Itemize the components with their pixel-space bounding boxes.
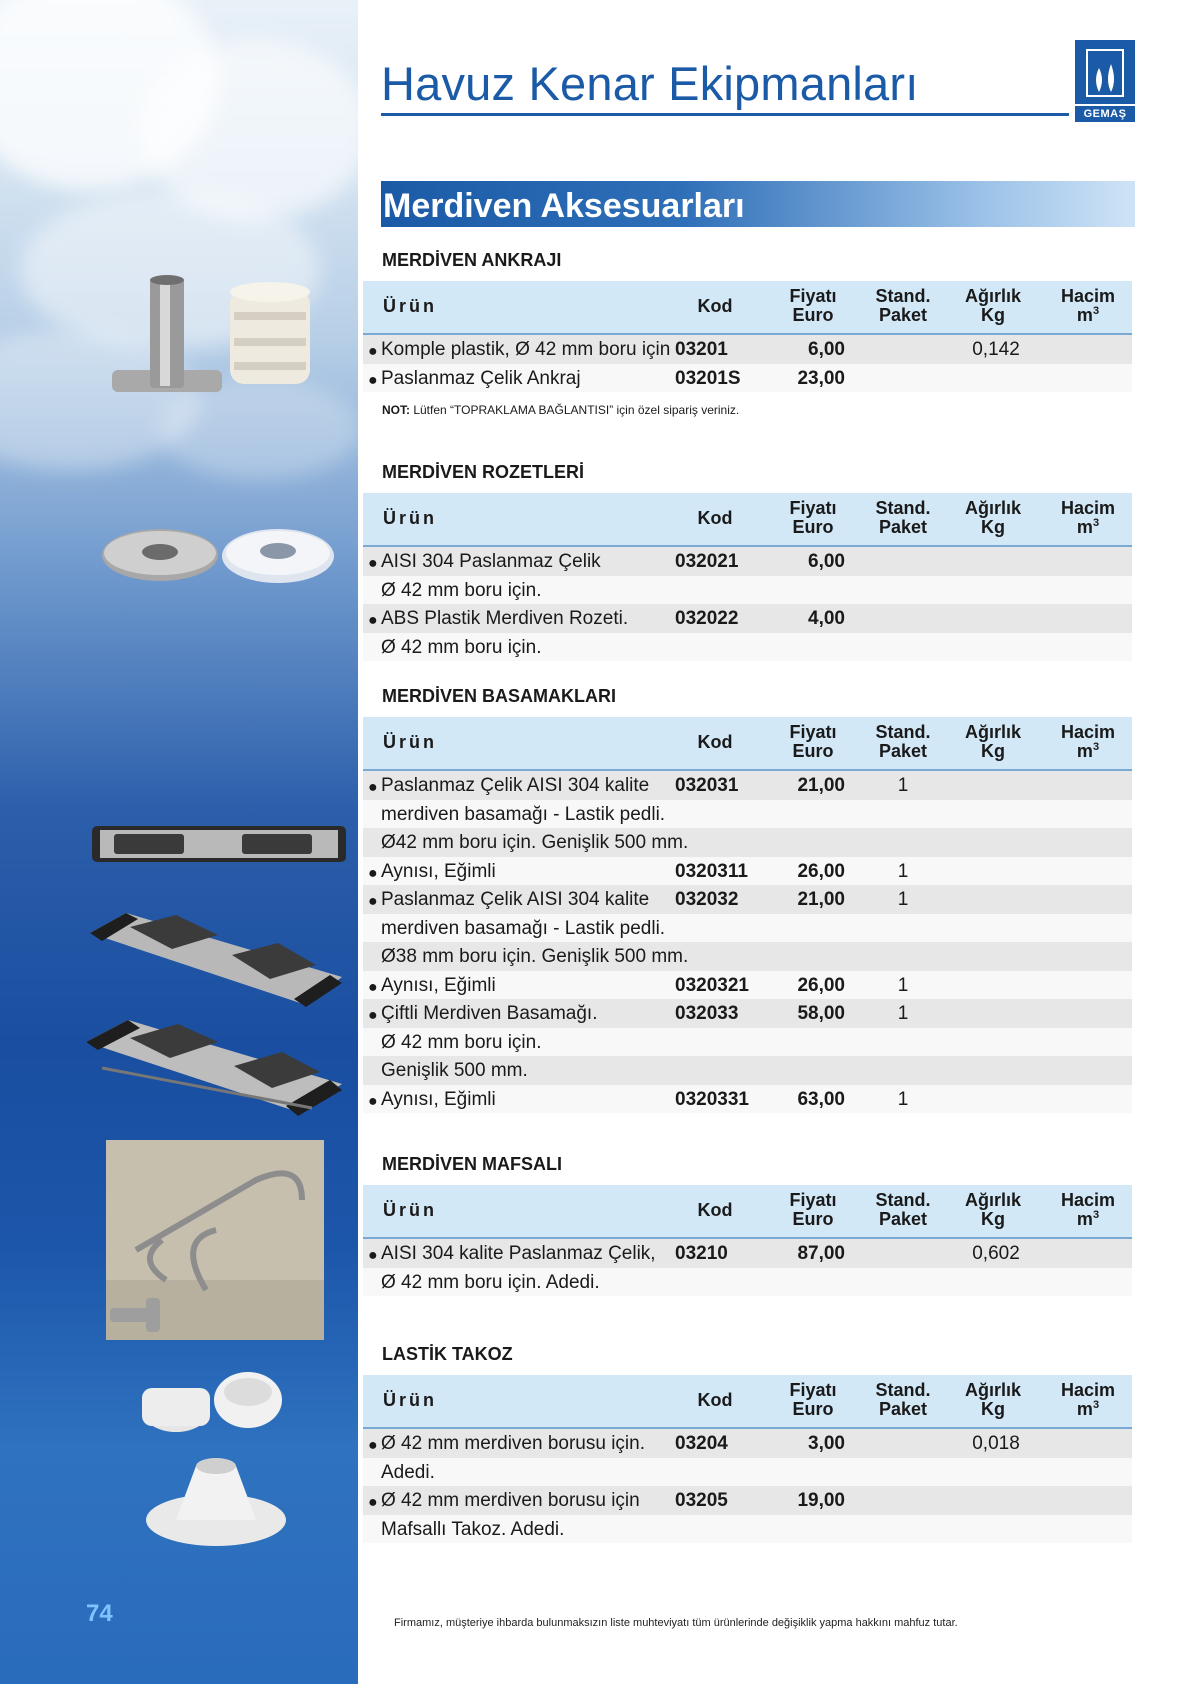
table-row xyxy=(363,604,1132,633)
column-header-agirlik xyxy=(953,1191,1033,1229)
basamak-photo-2 xyxy=(86,905,346,1015)
product-name: merdiven basamağı - Lastik pedli. xyxy=(381,917,666,939)
logo-mark xyxy=(1075,40,1135,104)
product-name: Adedi. xyxy=(381,1461,435,1483)
column-header-kod: Kod xyxy=(697,732,733,752)
table-row xyxy=(363,771,1132,800)
table-row xyxy=(363,971,1132,1000)
column-header-agirlik xyxy=(953,1381,1033,1419)
column-header-hacim-line1: Hacim xyxy=(1060,498,1116,518)
column-header-hacim-line1: Hacim xyxy=(1060,1190,1116,1210)
bullet-icon: ● xyxy=(368,371,378,389)
column-header-hacim xyxy=(1043,723,1133,761)
column-header-fiyat xyxy=(773,723,853,761)
column-header-hacim-line1: Hacim xyxy=(1060,286,1116,306)
product-code: 032032 xyxy=(675,889,739,910)
column-header-hacim-superscript: 3 xyxy=(1092,741,1100,753)
column-header-hacim-line2 xyxy=(1043,306,1133,325)
table-row xyxy=(363,857,1132,886)
column-header-hacim-line2-text: m xyxy=(1076,517,1093,537)
product-code: 032022 xyxy=(675,608,739,629)
column-header-hacim-line2 xyxy=(1043,1210,1133,1229)
column-header-fiyat-line2 xyxy=(773,742,853,761)
footer-note: Firmamız, müşteriye ihbarda bulunmaksızın liste muhteviyatı tüm ürünlerinde değişiklik yapma hakkını mahfuz tutar. xyxy=(394,1617,958,1629)
column-header-stand xyxy=(863,723,943,761)
table-row xyxy=(363,1458,1132,1487)
section-subtitle: LASTİK TAKOZ xyxy=(382,1344,513,1364)
column-header-stand-line1: Stand. xyxy=(875,1190,931,1210)
column-header-agirlik-line2 xyxy=(953,518,1033,537)
takoz-photo xyxy=(136,1370,296,1550)
column-header-fiyat-line1: Fiyatı xyxy=(789,1190,837,1210)
product-price: 21,00 xyxy=(797,889,845,910)
product-std-pack: 1 xyxy=(897,1088,909,1110)
bullet-icon: ● xyxy=(368,779,378,796)
product-name: Ø 42 mm boru için. Adedi. xyxy=(381,1271,600,1293)
product-name: Ø42 mm boru için. Genişlik 500 mm. xyxy=(381,832,689,853)
product-code: 032021 xyxy=(675,551,739,572)
column-header-stand-line1: Stand. xyxy=(875,286,931,306)
column-header-fiyat-line2 xyxy=(773,518,853,537)
column-header-stand-line1: Stand. xyxy=(875,722,931,742)
column-header-urun: Ürün xyxy=(383,296,437,316)
column-header-fiyat-line2 xyxy=(773,306,853,325)
column-header-stand xyxy=(863,499,943,537)
column-header-agirlik-line1: Ağırlık xyxy=(964,286,1021,306)
column-header-hacim-superscript: 3 xyxy=(1092,1209,1100,1221)
column-header-stand-line1: Stand. xyxy=(875,1380,931,1400)
bullet-icon: ● xyxy=(368,1007,378,1024)
column-header-urun: Ürün xyxy=(383,1200,437,1220)
product-name: Ø 42 mm boru için. xyxy=(381,636,542,658)
column-header-fiyat-line1: Fiyatı xyxy=(789,1380,837,1400)
product-price: 6,00 xyxy=(808,551,845,572)
product-std-pack: 1 xyxy=(897,775,909,796)
column-header-hacim-superscript: 3 xyxy=(1092,305,1100,317)
column-header-urun: Ürün xyxy=(383,508,437,528)
column-header-fiyat-line2 xyxy=(773,1400,853,1419)
table-row xyxy=(363,885,1132,914)
column-header-kod: Kod xyxy=(697,1200,733,1220)
product-name: Ø 42 mm boru için. xyxy=(381,579,542,601)
table-row xyxy=(363,1515,1132,1544)
table-header xyxy=(363,281,1132,335)
product-name: Mafsallı Takoz. Adedi. xyxy=(381,1518,565,1540)
column-header-fiyat xyxy=(773,1191,853,1229)
product-code: 03201 xyxy=(675,339,728,360)
bullet-icon: ● xyxy=(368,978,378,996)
column-header-agirlik-line2 xyxy=(953,1400,1033,1419)
product-name: Paslanmaz Çelik AISI 304 kalite xyxy=(381,889,650,910)
column-header-agirlik-line2-text: Kg xyxy=(981,1399,1005,1419)
table-row xyxy=(363,1056,1132,1085)
product-price: 4,00 xyxy=(808,608,845,629)
column-header-stand-line2-text: Paket xyxy=(878,741,928,761)
column-header-agirlik-line1: Ağırlık xyxy=(964,722,1021,742)
column-header-fiyat xyxy=(773,499,853,537)
product-code: 03204 xyxy=(675,1433,728,1454)
product-name: Genişlik 500 mm. xyxy=(381,1060,528,1081)
column-header-stand-line2-text: Paket xyxy=(878,305,928,325)
column-header-agirlik-line1: Ağırlık xyxy=(964,498,1021,518)
mafsal-photo xyxy=(106,1140,324,1340)
column-header-urun: Ürün xyxy=(383,1390,437,1410)
table-row xyxy=(363,576,1132,605)
table-header xyxy=(363,1185,1132,1239)
column-header-agirlik-line2 xyxy=(953,1210,1033,1229)
column-header-hacim-line2-text: m xyxy=(1076,741,1093,761)
product-std-pack: 1 xyxy=(897,974,909,996)
column-header-stand xyxy=(863,287,943,325)
column-header-kod: Kod xyxy=(697,1390,733,1410)
column-header-stand xyxy=(863,1381,943,1419)
column-header-stand-line2 xyxy=(863,1400,943,1419)
bullet-icon: ● xyxy=(368,1494,378,1511)
product-code: 03210 xyxy=(675,1243,728,1264)
gemas-logo xyxy=(1075,40,1135,122)
table-row xyxy=(363,942,1132,971)
product-code: 032031 xyxy=(675,775,739,796)
product-std-pack: 1 xyxy=(897,1003,909,1024)
table-row xyxy=(363,335,1132,364)
column-header-hacim-line1: Hacim xyxy=(1060,722,1116,742)
product-table xyxy=(363,1375,1132,1543)
table-row xyxy=(363,1239,1132,1268)
column-header-hacim-line2-text: m xyxy=(1076,305,1093,325)
product-name: Komple plastik, Ø 42 mm boru için xyxy=(381,339,671,360)
product-weight: 0,602 xyxy=(972,1243,1020,1264)
column-header-agirlik xyxy=(953,287,1033,325)
product-price: 23,00 xyxy=(797,367,845,389)
bullet-icon: ● xyxy=(368,1092,378,1110)
product-price: 63,00 xyxy=(797,1088,845,1110)
column-header-kod: Kod xyxy=(697,296,733,316)
column-header-fiyat-line1: Fiyatı xyxy=(789,722,837,742)
column-header-fiyat-line2-text: Euro xyxy=(792,305,834,325)
column-header-kod: Kod xyxy=(697,508,733,528)
column-header-fiyat xyxy=(773,287,853,325)
product-name: Aynısı, Eğimli xyxy=(381,974,496,996)
page-title: Havuz Kenar Ekipmanları xyxy=(381,57,919,110)
column-header-agirlik-line1: Ağırlık xyxy=(964,1380,1021,1400)
note-text: Lütfen “TOPRAKLAMA BAĞLANTISI” için özel sipariş veriniz. xyxy=(410,403,740,417)
column-header-hacim-line2-text: m xyxy=(1076,1209,1093,1229)
column-header-fiyat xyxy=(773,1381,853,1419)
product-code: 0320321 xyxy=(675,974,749,996)
column-header-hacim-line2 xyxy=(1043,518,1133,537)
product-price: 58,00 xyxy=(797,1003,845,1024)
product-code: 03201S xyxy=(675,367,741,389)
column-header-stand-line2-text: Paket xyxy=(878,1399,928,1419)
table-header xyxy=(363,1375,1132,1429)
product-name: Ø 42 mm boru için. xyxy=(381,1031,542,1053)
rozet-photo xyxy=(100,520,340,590)
table-row xyxy=(363,547,1132,576)
product-price: 26,00 xyxy=(797,860,845,882)
column-header-fiyat-line2-text: Euro xyxy=(792,741,834,761)
product-name: ABS Plastik Merdiven Rozeti. xyxy=(381,608,629,629)
column-header-hacim-superscript: 3 xyxy=(1092,517,1100,529)
table-row xyxy=(363,1268,1132,1297)
column-header-stand-line2 xyxy=(863,518,943,537)
column-header-hacim xyxy=(1043,499,1133,537)
product-std-pack: 1 xyxy=(897,860,909,882)
table-row xyxy=(363,1028,1132,1057)
section-title: Merdiven Aksesuarları xyxy=(383,187,745,225)
bullet-icon: ● xyxy=(368,864,378,882)
column-header-hacim-superscript: 3 xyxy=(1092,1399,1100,1411)
column-header-fiyat-line1: Fiyatı xyxy=(789,286,837,306)
product-table xyxy=(363,493,1132,661)
column-header-fiyat-line2-text: Euro xyxy=(792,517,834,537)
column-header-agirlik-line2-text: Kg xyxy=(981,1209,1005,1229)
column-header-hacim-line2 xyxy=(1043,742,1133,761)
basamak-photo-1 xyxy=(92,822,346,866)
product-price: 19,00 xyxy=(797,1490,845,1511)
product-table xyxy=(363,717,1132,1113)
product-price: 6,00 xyxy=(808,339,845,360)
product-name: Ø 42 mm merdiven borusu için. xyxy=(381,1433,645,1454)
column-header-stand xyxy=(863,1191,943,1229)
table-row xyxy=(363,364,1132,393)
product-code: 0320311 xyxy=(675,860,748,882)
ankraj-photo xyxy=(112,270,322,410)
product-table xyxy=(363,281,1132,392)
product-price: 87,00 xyxy=(797,1243,845,1264)
table-row xyxy=(363,1486,1132,1515)
section-subtitle: MERDİVEN MAFSALI xyxy=(382,1154,562,1174)
column-header-agirlik-line2 xyxy=(953,742,1033,761)
product-weight: 0,142 xyxy=(972,339,1020,360)
column-header-stand-line2-text: Paket xyxy=(878,1209,928,1229)
product-code: 0320331 xyxy=(675,1088,749,1110)
product-price: 26,00 xyxy=(797,974,845,996)
column-header-agirlik-line2 xyxy=(953,306,1033,325)
column-header-agirlik xyxy=(953,723,1033,761)
table-row xyxy=(363,914,1132,943)
table-row xyxy=(363,828,1132,857)
bullet-icon: ● xyxy=(368,1437,378,1454)
column-header-hacim xyxy=(1043,287,1133,325)
product-name: Ø38 mm boru için. Genişlik 500 mm. xyxy=(381,946,689,967)
product-table xyxy=(363,1185,1132,1296)
title-rule xyxy=(381,113,1069,116)
section-subtitle: MERDİVEN ANKRAJI xyxy=(382,250,562,270)
logo-wordmark: GEMAŞ xyxy=(1075,106,1135,122)
product-name: Paslanmaz Çelik AISI 304 kalite xyxy=(381,775,650,796)
table-row xyxy=(363,633,1132,662)
product-name: Aynısı, Eğimli xyxy=(381,1088,496,1110)
product-name: Paslanmaz Çelik Ankraj xyxy=(381,367,581,389)
product-name: AISI 304 Paslanmaz Çelik xyxy=(381,551,601,572)
column-header-fiyat-line2-text: Euro xyxy=(792,1399,834,1419)
column-header-stand-line1: Stand. xyxy=(875,498,931,518)
table-row xyxy=(363,1429,1132,1458)
column-header-hacim xyxy=(1043,1381,1133,1419)
column-header-stand-line2 xyxy=(863,306,943,325)
product-name: Çiftli Merdiven Basamağı. xyxy=(381,1003,598,1024)
column-header-agirlik xyxy=(953,499,1033,537)
product-price: 21,00 xyxy=(797,775,845,796)
column-header-stand-line2-text: Paket xyxy=(878,517,928,537)
column-header-urun: Ürün xyxy=(383,732,437,752)
table-row xyxy=(363,800,1132,829)
bullet-icon: ● xyxy=(368,343,378,360)
column-header-fiyat-line2 xyxy=(773,1210,853,1229)
table-header xyxy=(363,717,1132,771)
note-label: NOT: xyxy=(382,403,410,417)
column-header-agirlik-line1: Ağırlık xyxy=(964,1190,1021,1210)
column-header-hacim xyxy=(1043,1191,1133,1229)
section-subtitle: MERDİVEN ROZETLERİ xyxy=(382,462,585,482)
table-row xyxy=(363,1085,1132,1114)
product-code: 03205 xyxy=(675,1490,728,1511)
product-code: 032033 xyxy=(675,1003,739,1024)
bullet-icon: ● xyxy=(368,893,378,910)
column-header-stand-line2 xyxy=(863,1210,943,1229)
basamak-photo-3 xyxy=(82,1012,346,1122)
bullet-icon: ● xyxy=(368,1247,378,1264)
section-subtitle: MERDİVEN BASAMAKLARI xyxy=(382,686,616,706)
bullet-icon: ● xyxy=(368,612,378,629)
product-std-pack: 1 xyxy=(897,889,909,910)
column-header-hacim-line2-text: m xyxy=(1076,1399,1093,1419)
column-header-fiyat-line1: Fiyatı xyxy=(789,498,837,518)
column-header-hacim-line1: Hacim xyxy=(1060,1380,1116,1400)
column-header-agirlik-line2-text: Kg xyxy=(981,305,1005,325)
column-header-agirlik-line2-text: Kg xyxy=(981,741,1005,761)
product-price: 3,00 xyxy=(808,1433,845,1454)
column-header-stand-line2 xyxy=(863,742,943,761)
product-name: Aynısı, Eğimli xyxy=(381,860,496,882)
column-header-fiyat-line2-text: Euro xyxy=(792,1209,834,1229)
product-name: Ø 42 mm merdiven borusu için xyxy=(381,1490,640,1511)
bullet-icon: ● xyxy=(368,555,378,572)
product-weight: 0,018 xyxy=(972,1433,1020,1454)
section-note xyxy=(382,403,739,417)
table-header xyxy=(363,493,1132,547)
product-name: AISI 304 kalite Paslanmaz Çelik, xyxy=(381,1243,656,1264)
column-header-agirlik-line2-text: Kg xyxy=(981,517,1005,537)
table-row xyxy=(363,999,1132,1028)
page-number: 74 xyxy=(86,1600,113,1627)
product-name: merdiven basamağı - Lastik pedli. xyxy=(381,803,666,825)
column-header-hacim-line2 xyxy=(1043,1400,1133,1419)
section-banner xyxy=(381,181,1135,227)
